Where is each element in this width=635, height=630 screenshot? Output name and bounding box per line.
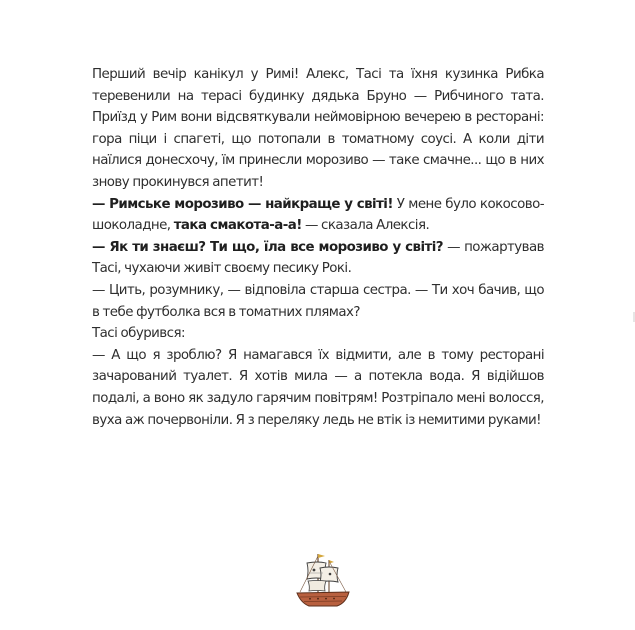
paragraph-2-bold-2: така смакота-а-а! [173, 218, 302, 234]
sailing-ship-icon [296, 550, 350, 612]
paragraph-3 [92, 237, 544, 280]
paragraph-3-text: — пожартував Тасі, чухаючи живіт своєму песику Рокі. [92, 239, 544, 277]
paragraph-6: — А що я зроблю? Я намагався їх відмити, але в тому ресторані зачарований туалет. Я хотів мила — а потекла вода. Я відійшов подалі, а воно як задуло гарячим повітрям! Розтріпало мені волосся, вуха аж почервоніли. Я з переляку ледь не втік із немитими руками! [92, 347, 544, 428]
paragraph-5: Тасі обурився: [92, 326, 185, 342]
paragraph-2-bold-1: — Римське морозиво — найкраще у світі! [92, 196, 393, 212]
paragraph-4: — Цить, розумнику, — відповіла старша сестра. — Ти хоч бачив, що в тебе футболка вся в томатних плямах? [92, 282, 544, 320]
paragraph-1: Перший вечір канікул у Римі! Алекс, Тасі та їхня кузинка Рибка теревенили на терасі будинку дядька Бруно — Рибчиного тата. Приїзд у Рим вони відсвяткували неймовірною вечерею в ресторані: гора піци і спагеті, що потопали в томатному соусі. А коли діти наїлися донесхочу, їм принесли морозиво — таке смачне... що в них знову прокинувся апетит! [92, 67, 544, 190]
story-text [92, 64, 544, 431]
paragraph-2-text-1: У мене було кокосово-шоколадне, [92, 196, 545, 234]
paragraph-2 [92, 194, 544, 237]
paragraph-2-text-2: — сказала Алексія. [301, 218, 430, 234]
paragraph-3-bold: — Як ти знаєш? Ти що, їла все морозиво у світі? [92, 239, 443, 255]
